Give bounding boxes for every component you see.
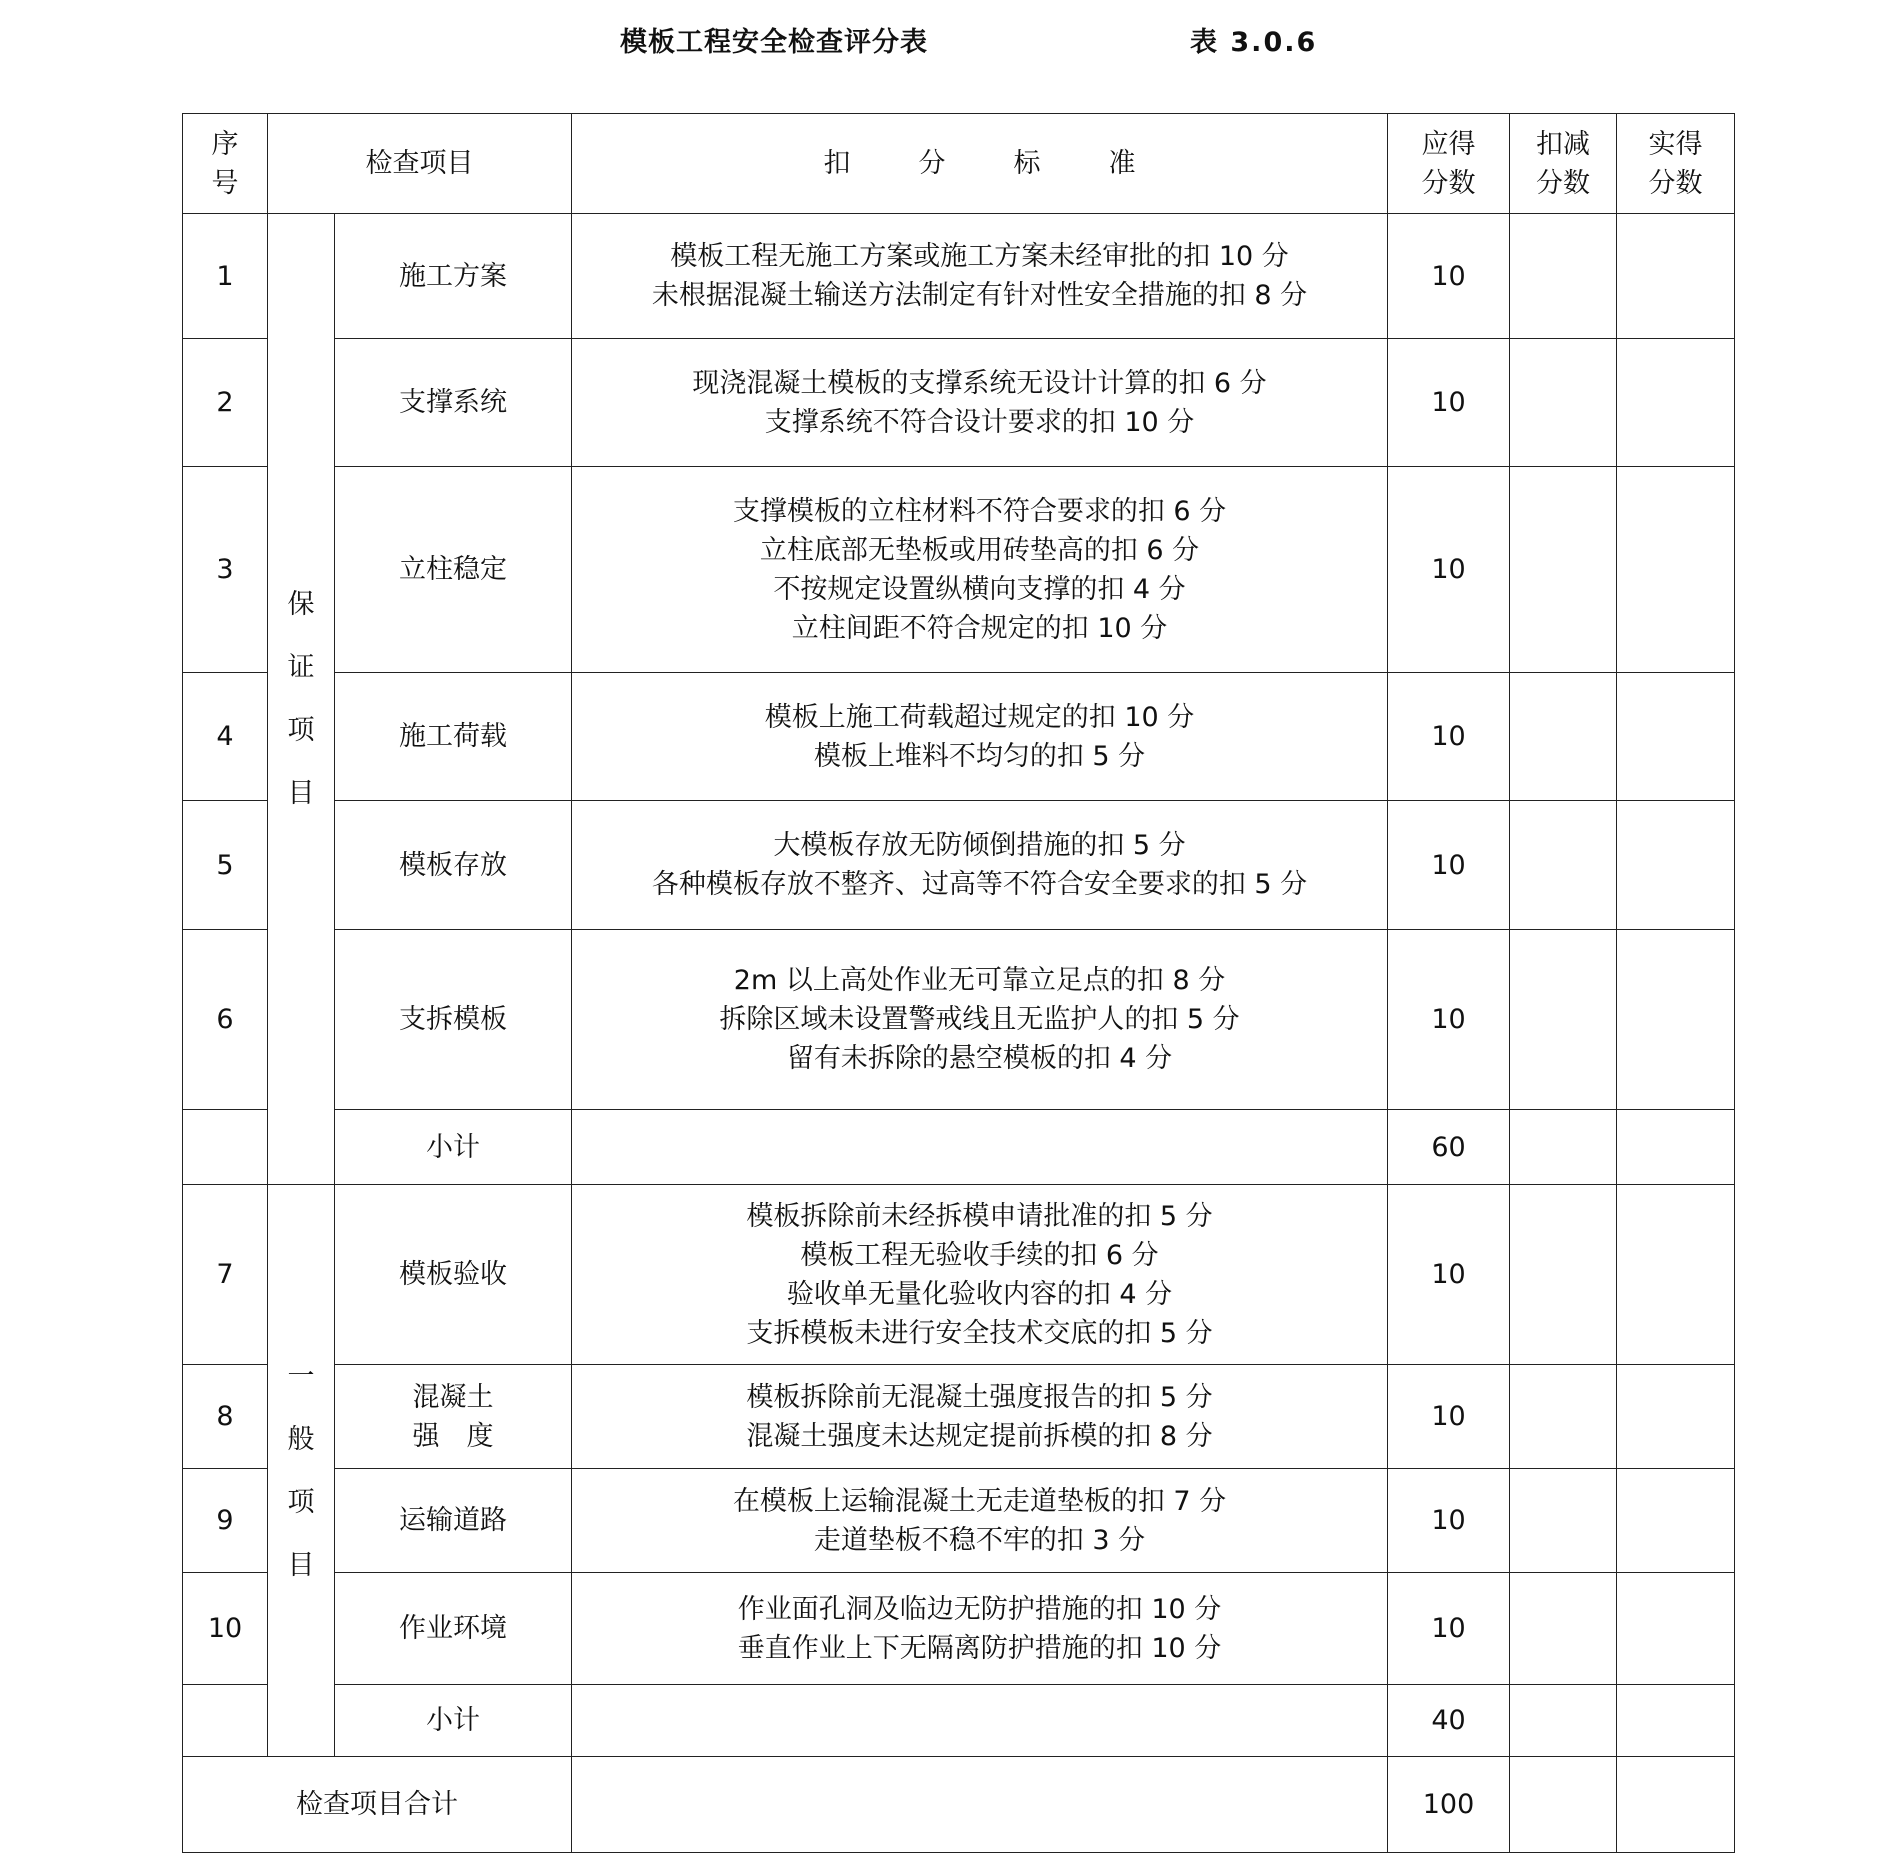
row-actual[interactable] <box>1617 339 1735 467</box>
subtotal-row <box>183 1110 1735 1185</box>
row-criteria: 大模板存放无防倾倒措施的扣 5 分 各种模板存放不整齐、过高等不符合安全要求的扣 5 分 <box>572 801 1388 930</box>
row-actual[interactable] <box>1617 1573 1735 1685</box>
row-full-score: 10 <box>1388 1469 1510 1573</box>
row-full-score: 10 <box>1388 1185 1510 1365</box>
row-seq: 6 <box>183 930 268 1110</box>
row-criteria: 2m 以上高处作业无可靠立足点的扣 8 分 拆除区域未设置警戒线且无监护人的扣 5 分 留有未拆除的悬空模板的扣 4 分 <box>572 930 1388 1110</box>
row-actual[interactable] <box>1617 214 1735 339</box>
row-full-score: 10 <box>1388 214 1510 339</box>
row-deducted[interactable] <box>1510 930 1617 1110</box>
row-criteria: 模板拆除前未经拆模申请批准的扣 5 分 模板工程无验收手续的扣 6 分 验收单无量化验收内容的扣 4 分 支拆模板未进行安全技术交底的扣 5 分 <box>572 1185 1388 1365</box>
subtotal-seq <box>183 1685 268 1757</box>
subtotal-label: 小计 <box>335 1110 572 1185</box>
table-row <box>183 467 1735 673</box>
subtotal-score: 40 <box>1388 1685 1510 1757</box>
total-score: 100 <box>1388 1757 1510 1853</box>
subtotal-criteria <box>572 1685 1388 1757</box>
guarantee-group-label: 保 证 项 目 <box>268 214 335 1185</box>
row-item: 立柱稳定 <box>335 467 572 673</box>
row-seq: 4 <box>183 673 268 801</box>
row-criteria: 模板上施工荷载超过规定的扣 10 分 模板上堆料不均匀的扣 5 分 <box>572 673 1388 801</box>
row-seq: 1 <box>183 214 268 339</box>
row-item: 模板存放 <box>335 801 572 930</box>
row-seq: 3 <box>183 467 268 673</box>
table-row <box>183 214 1735 339</box>
row-full-score: 10 <box>1388 1365 1510 1469</box>
full-score-header: 应得 分数 <box>1388 114 1510 214</box>
row-actual[interactable] <box>1617 1469 1735 1573</box>
criteria-header: 扣 分 标 准 <box>572 114 1388 214</box>
table-row <box>183 1469 1735 1573</box>
header-row <box>183 114 1735 214</box>
page-title: 模板工程安全检查评分表 <box>620 27 928 58</box>
row-criteria: 模板工程无施工方案或施工方案未经审批的扣 10 分 未根据混凝土输送方法制定有针对性安全措施的扣 8 分 <box>572 214 1388 339</box>
row-actual[interactable] <box>1617 673 1735 801</box>
subtotal-deducted[interactable] <box>1510 1110 1617 1185</box>
total-row <box>183 1757 1735 1853</box>
row-deducted[interactable] <box>1510 801 1617 930</box>
subtotal-actual[interactable] <box>1617 1110 1735 1185</box>
row-item: 支拆模板 <box>335 930 572 1110</box>
actual-header: 实得 分数 <box>1617 114 1735 214</box>
subtotal-row <box>183 1685 1735 1757</box>
subtotal-score: 60 <box>1388 1110 1510 1185</box>
row-deducted[interactable] <box>1510 1573 1617 1685</box>
row-deducted[interactable] <box>1510 214 1617 339</box>
row-criteria: 作业面孔洞及临边无防护措施的扣 10 分 垂直作业上下无隔离防护措施的扣 10 分 <box>572 1573 1388 1685</box>
row-item: 运输道路 <box>335 1469 572 1573</box>
row-criteria: 在模板上运输混凝土无走道垫板的扣 7 分 走道垫板不稳不牢的扣 3 分 <box>572 1469 1388 1573</box>
row-criteria: 模板拆除前无混凝土强度报告的扣 5 分 混凝土强度未达规定提前拆模的扣 8 分 <box>572 1365 1388 1469</box>
subtotal-criteria <box>572 1110 1388 1185</box>
subtotal-seq <box>183 1110 268 1185</box>
row-item: 混凝土 强 度 <box>335 1365 572 1469</box>
row-actual[interactable] <box>1617 1365 1735 1469</box>
row-full-score: 10 <box>1388 1573 1510 1685</box>
subtotal-actual[interactable] <box>1617 1685 1735 1757</box>
deducted-header: 扣减 分数 <box>1510 114 1617 214</box>
row-item: 施工方案 <box>335 214 572 339</box>
table-row <box>183 673 1735 801</box>
total-label: 检查项目合计 <box>183 1757 572 1853</box>
row-deducted[interactable] <box>1510 339 1617 467</box>
row-seq: 2 <box>183 339 268 467</box>
row-item: 作业环境 <box>335 1573 572 1685</box>
row-seq: 8 <box>183 1365 268 1469</box>
table-row <box>183 930 1735 1110</box>
seq-header: 序 号 <box>183 114 268 214</box>
row-deducted[interactable] <box>1510 673 1617 801</box>
total-deducted[interactable] <box>1510 1757 1617 1853</box>
row-item: 支撑系统 <box>335 339 572 467</box>
row-deducted[interactable] <box>1510 467 1617 673</box>
row-criteria: 现浇混凝土模板的支撑系统无设计计算的扣 6 分 支撑系统不符合设计要求的扣 10 分 <box>572 339 1388 467</box>
row-full-score: 10 <box>1388 467 1510 673</box>
table-row <box>183 1365 1735 1469</box>
total-actual[interactable] <box>1617 1757 1735 1853</box>
row-actual[interactable] <box>1617 467 1735 673</box>
row-deducted[interactable] <box>1510 1185 1617 1365</box>
table-number: 表 3.0.6 <box>1190 27 1318 58</box>
row-full-score: 10 <box>1388 930 1510 1110</box>
row-deducted[interactable] <box>1510 1365 1617 1469</box>
row-actual[interactable] <box>1617 1185 1735 1365</box>
row-actual[interactable] <box>1617 930 1735 1110</box>
total-criteria <box>572 1757 1388 1853</box>
row-full-score: 10 <box>1388 673 1510 801</box>
row-seq: 5 <box>183 801 268 930</box>
row-full-score: 10 <box>1388 801 1510 930</box>
row-seq: 9 <box>183 1469 268 1573</box>
row-item: 施工荷载 <box>335 673 572 801</box>
table-row <box>183 339 1735 467</box>
table-row <box>183 1573 1735 1685</box>
row-item: 模板验收 <box>335 1185 572 1365</box>
score-table <box>182 113 1735 1853</box>
row-full-score: 10 <box>1388 339 1510 467</box>
row-actual[interactable] <box>1617 801 1735 930</box>
row-deducted[interactable] <box>1510 1469 1617 1573</box>
table-row <box>183 801 1735 930</box>
row-seq: 7 <box>183 1185 268 1365</box>
item-header: 检查项目 <box>268 114 572 214</box>
row-seq: 10 <box>183 1573 268 1685</box>
general-group-label: 一 般 项 目 <box>268 1185 335 1757</box>
subtotal-label: 小计 <box>335 1685 572 1757</box>
row-criteria: 支撑模板的立柱材料不符合要求的扣 6 分 立柱底部无垫板或用砖垫高的扣 6 分 不按规定设置纵横向支撑的扣 4 分 立柱间距不符合规定的扣 10 分 <box>572 467 1388 673</box>
subtotal-deducted[interactable] <box>1510 1685 1617 1757</box>
table-row <box>183 1185 1735 1365</box>
